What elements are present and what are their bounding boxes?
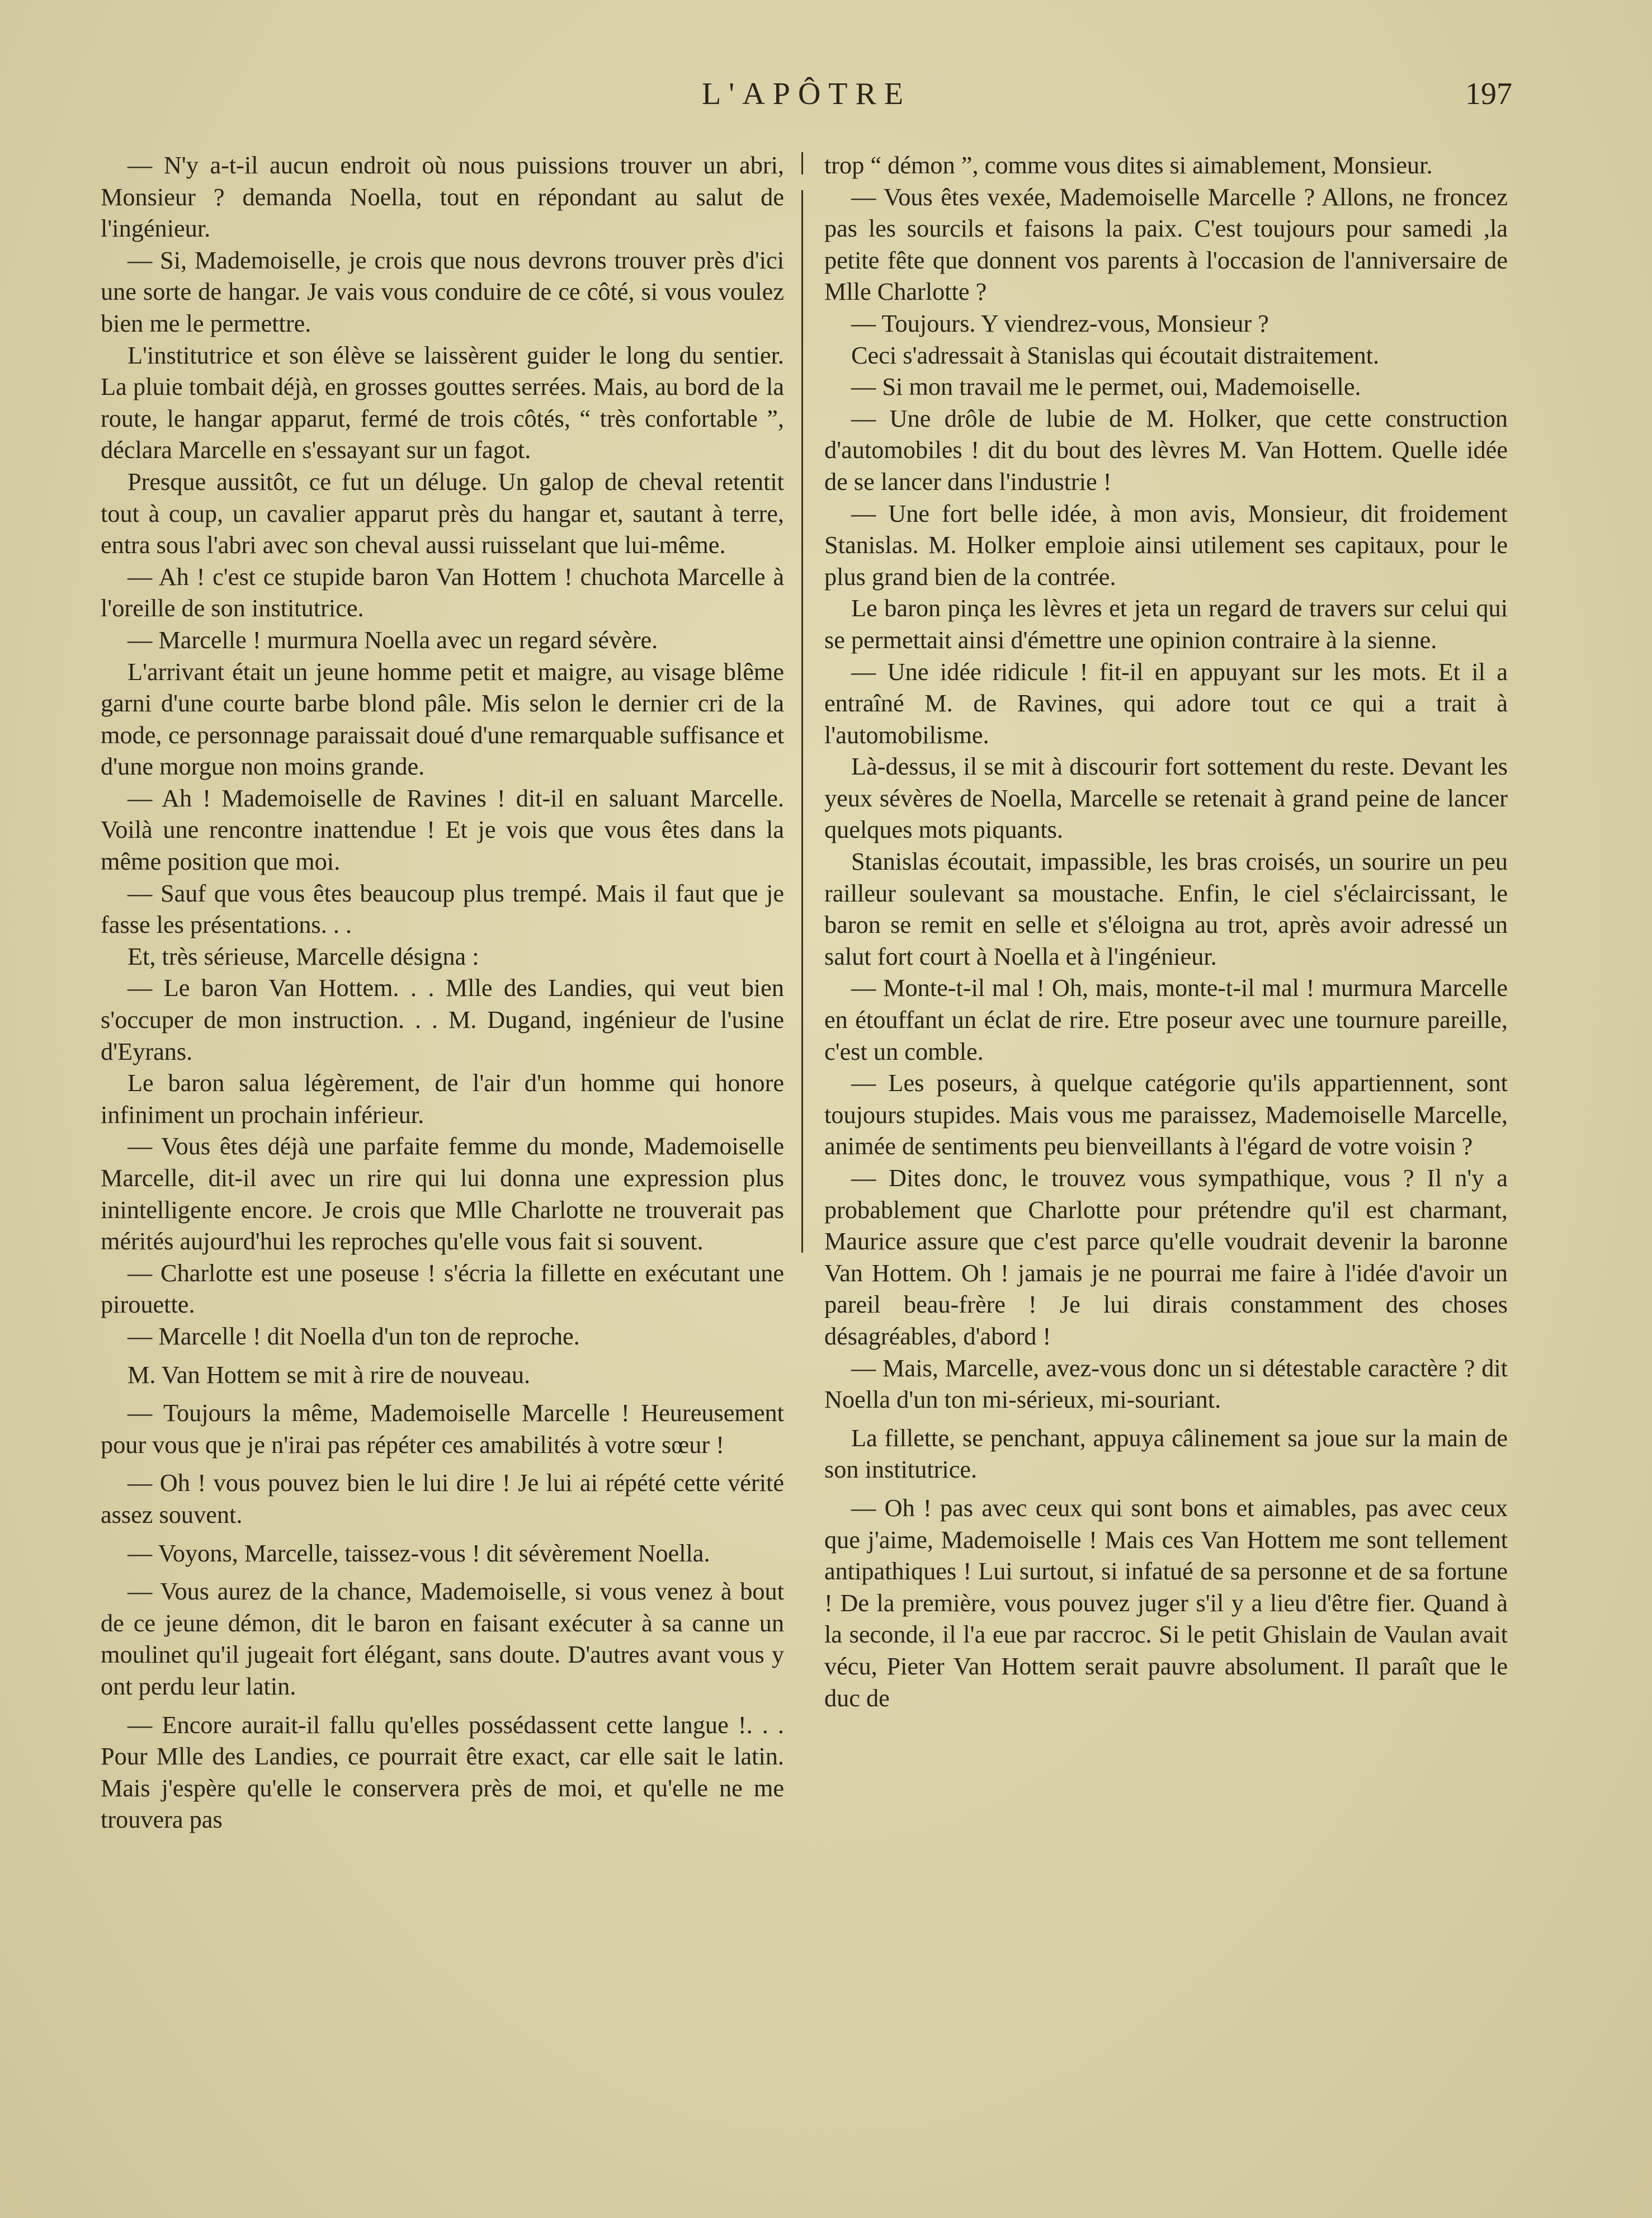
paragraph: — Dites donc, le trouvez vous sympathique, vous ? Il n'y a probablement que Charlotte pour prétendre qu'il est charmant, Maurice assure que c'est parce qu'elle voudrait devenir la baronne Van Hottem. Oh ! jamais je ne pourrai me faire à l'idée d'avoir un pareil beau-frère ! Je lui dirais constamment des choses désagréables, d'abord ! [824, 1164, 1508, 1350]
paragraph: — Les poseurs, à quelque catégorie qu'ils appartiennent, sont toujours stupides. Mais vous me paraissez, Mademoiselle Marcelle, animée de sentiments peu bienveillants à l'égard de votre voisin ? [824, 1069, 1508, 1160]
paragraph: — Si mon travail me le permet, oui, Mademoiselle. [851, 373, 1361, 401]
paragraph: — Toujours la même, Mademoiselle Marcelle ! Heureusement pour vous que je n'irai pas répéter ces amabilités à votre sœur ! [101, 1399, 784, 1459]
paragraph: — Toujours. Y viendrez-vous, Monsieur ? [851, 309, 1269, 337]
paragraph: — Oh ! vous pouvez bien le lui dire ! Je lui ai répété cette vérité assez souvent. [101, 1469, 784, 1528]
paragraph: Et, très sérieuse, Marcelle désigna : [128, 942, 479, 970]
page-header [101, 72, 1512, 116]
paragraph: — Vous êtes déjà une parfaite femme du monde, Mademoiselle Marcelle, dit-il avec un rire qui lui donna une expression plus inintelligente encore. Je crois que Mlle Charlotte ne trouverait pas mérités aujourd'hui les reproches qu'elle vous fait si souvent. [101, 1132, 784, 1256]
paragraph: — Sauf que vous êtes beaucoup plus trempé. Mais il faut que je fasse les présentations. . . [101, 879, 784, 939]
running-title: L'APÔTRE [701, 77, 912, 111]
left-column [101, 150, 784, 1836]
paragraph: — Vous êtes vexée, Mademoiselle Marcelle ? Allons, ne froncez pas les sourcils et faisons la paix. C'est toujours pour samedi ,la petite fête que donnent vos parents à l'occasion de l'anniversaire de Mlle Charlotte ? [824, 183, 1508, 306]
paragraph: — Si, Mademoiselle, je crois que nous devrons trouver près d'ici une sorte de hangar. Je vais vous conduire de ce côté, si vous voulez bien me le permettre. [101, 246, 784, 337]
paragraph: Le baron salua légèrement, de l'air d'un homme qui honore infiniment un prochain inférieur. [101, 1069, 784, 1129]
paragraph: La fillette, se penchant, appuya câlinement sa joue sur la main de son institutrice. [824, 1424, 1508, 1484]
paragraph: — Marcelle ! dit Noella d'un ton de reproche. [128, 1322, 580, 1350]
paragraph: Presque aussitôt, ce fut un déluge. Un galop de cheval retentit tout à coup, un cavalier apparut près du hangar et, sautant à terre, entra sous l'abri avec son cheval aussi ruisselant que lui-même. [101, 468, 784, 559]
paragraph: — Vous aurez de la chance, Mademoiselle, si vous venez à bout de ce jeune démon, dit le baron en faisant exécuter à sa canne un moulinet qu'il jugeait fort élégant, sans doute. D'autres avant vous y ont perdu leur latin. [101, 1578, 784, 1700]
paragraph: — Charlotte est une poseuse ! s'écria la fillette en exécutant une pirouette. [101, 1259, 784, 1319]
column-divider [801, 190, 803, 1253]
paragraph: L'institutrice et son élève se laissèrent guider le long du sentier. La pluie tombait déjà, en grosses gouttes serrées. Mais, au bord de la route, le hangar apparut, fermé de trois côtés, “ très confortable ”, déclara Marcelle en s'essayant sur un fagot. [101, 341, 784, 464]
right-column [824, 150, 1508, 1714]
paragraph: — Voyons, Marcelle, taissez-vous ! dit sévèrement Noella. [128, 1539, 710, 1567]
paragraph: L'arrivant était un jeune homme petit et maigre, au visage blême garni d'une courte barbe blond pâle. Mis selon le dernier cri de la mode, ce personnage paraissait doué d'une remarquable suffisance et d'une morgue non moins grande. [101, 658, 784, 781]
paragraph: trop “ démon ”, comme vous dites si aimablement, Monsieur. [824, 152, 1433, 179]
paragraph: Le baron pinça les lèvres et jeta un regard de travers sur celui qui se permettait ainsi d'émettre une opinion contraire à la sienne. [824, 594, 1508, 654]
paragraph: — Monte-t-il mal ! Oh, mais, monte-t-il mal ! murmura Marcelle en étouffant un éclat de rire. Etre poseur avec une tournure pareille, c'est un comble. [824, 974, 1508, 1065]
paragraph: — Une idée ridicule ! fit-il en appuyant sur les mots. Et il a entraîné M. de Ravines, qui adore tout ce qui a trait à l'automobilisme. [824, 658, 1508, 749]
paragraph: — Ah ! Mademoiselle de Ravines ! dit-il en saluant Marcelle. Voilà une rencontre inattendue ! Et je vois que vous êtes dans la même position que moi. [101, 784, 784, 876]
paragraph: — Une fort belle idée, à mon avis, Monsieur, dit froidement Stanislas. M. Holker emploie ainsi utilement ses capitaux, pour le plus grand bien de la contrée. [824, 499, 1508, 591]
paragraph: — Oh ! pas avec ceux qui sont bons et aimables, pas avec ceux que j'aime, Mademoiselle ! Mais ces Van Hottem me sont tellement antipathiques ! Lui surtout, si infatué de sa personne et de sa fortune ! De la première, vous pouvez juger s'il y a lieu d'être fier. Quand à la seconde, il l'a eue par raccroc. Si le petit Ghislain de Vaulan avait vécu, Pieter Van Hottem serait pauvre absolument. Il paraît que le duc de [824, 1494, 1508, 1712]
paragraph: — Marcelle ! murmura Noella avec un regard sévère. [128, 626, 658, 654]
paragraph: — Le baron Van Hottem. . . Mlle des Landies, qui veut bien s'occuper de mon instruction. . . M. Dugand, ingénieur de l'usine d'Eyrans. [101, 974, 784, 1065]
paragraph: — Ah ! c'est ce stupide baron Van Hottem ! chuchota Marcelle à l'oreille de son institutrice. [101, 563, 784, 622]
page-number: 197 [1465, 77, 1512, 111]
paragraph: — N'y a-t-il aucun endroit où nous puissions trouver un abri, Monsieur ? demanda Noella, tout en répondant au salut de l'ingénieur. [101, 152, 784, 243]
paragraph: — Encore aurait-il fallu qu'elles possédassent cette langue !. . . Pour Mlle des Landies, ce pourrait être exact, car elle sait le latin. Mais j'espère qu'elle le conservera près de moi, et qu'elle ne me trouvera pas [101, 1711, 784, 1834]
paragraph: M. Van Hottem se mit à rire de nouveau. [128, 1361, 531, 1389]
column-divider [801, 152, 803, 174]
paragraph: — Une drôle de lubie de M. Holker, que cette construction d'automobiles ! dit du bout des lèvres M. Van Hottem. Quelle idée de se lancer dans l'industrie ! [824, 404, 1508, 495]
paragraph: Stanislas écoutait, impassible, les bras croisés, un sourire un peu railleur soulevant sa moustache. Enfin, le ciel s'éclaircissant, le baron se remit en selle et s'éloigna au trot, après avoir adressé un salut fort court à Noella et à l'ingénieur. [824, 848, 1508, 970]
paragraph: Là-dessus, il se mit à discourir fort sottement du reste. Devant les yeux sévères de Noella, Marcelle se retenait à grand peine de lancer quelques mots piquants. [824, 753, 1508, 844]
paragraph: Ceci s'adressait à Stanislas qui écoutait distraitement. [851, 341, 1380, 369]
paragraph: — Mais, Marcelle, avez-vous donc un si détestable caractère ? dit Noella d'un ton mi-sérieux, mi-souriant. [824, 1354, 1508, 1414]
